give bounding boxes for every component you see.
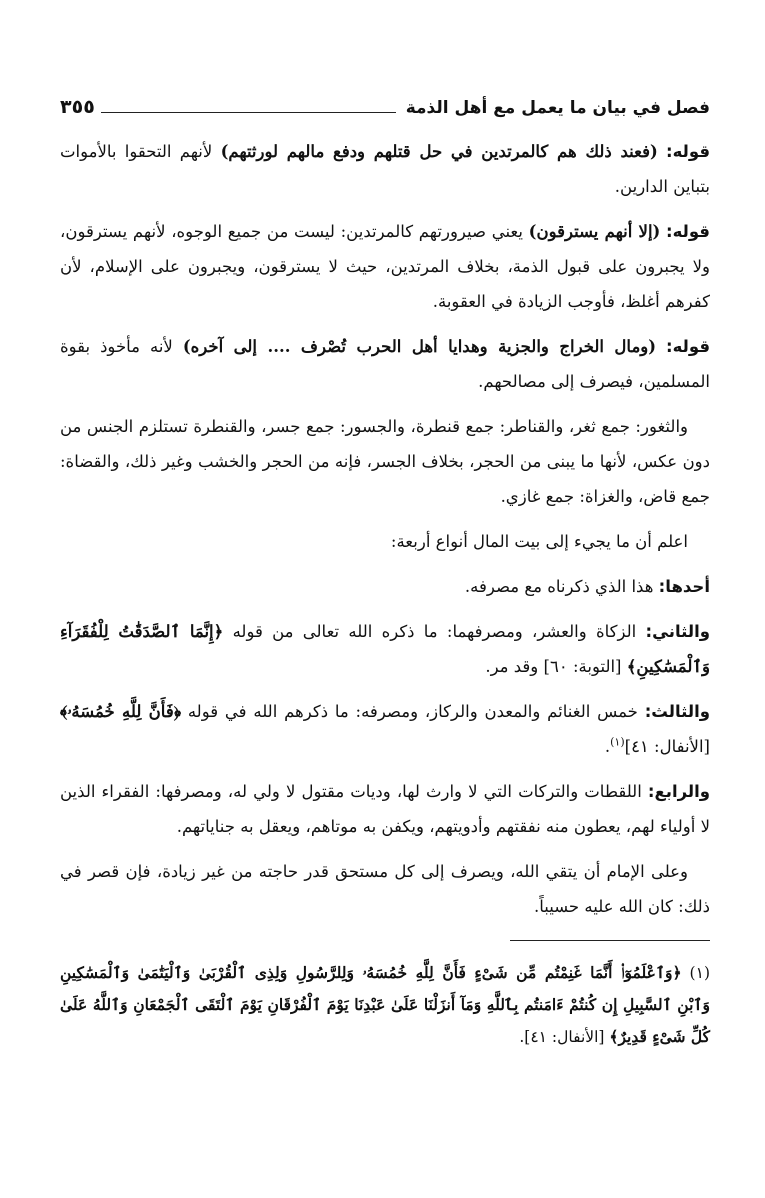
paragraph-4 — [60, 409, 710, 514]
paragraph-lead: والثاني: — [645, 622, 710, 641]
paragraph-text: لأنهم التحقوا بالأموات بتباين الدارين. — [60, 142, 710, 196]
paragraph-text: اعلم أن ما يجيء إلى بيت المال أنواع أربعة: — [390, 532, 688, 551]
paragraph-text: يعني صيرورتهم كالمرتدين: ليست من جميع الوجوه، لأنهم يسترقون، ولا يجبرون على قبول الذمة، بخلاف المرتدين، حيث لا يسترقون، ويجبرون على الإسلام، لأن كفرهم أغلظ، فأوجب الزيادة في العقوبة. — [60, 222, 710, 311]
quran-verse: ﴿فَأَنَّ لِلَّهِ خُمُسَهُۥ﴾ — [60, 702, 182, 721]
footnote-reference: [الأنفال: ٤١]. — [519, 1027, 610, 1046]
header-rule — [101, 112, 396, 113]
verse-reference: [الأنفال: ٤١] — [624, 737, 710, 756]
paragraph-text: وعلى الإمام أن يتقي الله، ويصرف إلى كل مستحق قدر حاجته من غير زيادة، فإن قصر في ذلك: كان الله عليه حسيباً. — [60, 862, 710, 916]
quran-verse: ﴿إِنَّمَا ٱلصَّدَقَٰتُ لِلْفُقَرَآءِ وَٱلْمَسَٰكِينِ﴾ — [60, 622, 710, 676]
paragraph-text: هذا الذي ذكرناه مع مصرفه. — [464, 577, 659, 596]
paragraph-end: . — [604, 737, 611, 756]
book-page — [60, 88, 710, 1158]
paragraph-text: خمس الغنائم والمعدن والركاز، ومصرفه: ما ذكرهم الله في قوله — [181, 702, 645, 721]
paragraph-2 — [60, 214, 710, 319]
paragraph-quote: (فعند ذلك هم كالمرتدين في حل قتلهم ودفع مالهم لورثتهم) — [220, 142, 658, 161]
footnote-verse: ﴿وَٱعْلَمُوٓا۟ أَنَّمَا غَنِمْتُم مِّن شَىْءٍ فَأَنَّ لِلَّهِ خُمُسَهُۥ وَلِلرَّسُولِ وَلِذِى ٱلْقُرْبَىٰ وَٱلْيَتَٰمَىٰ وَٱلْمَسَٰكِينِ وَٱبْنِ ٱلسَّبِيلِ إِن كُنتُمْ ءَامَنتُم بِٱللَّهِ وَمَآ أَنزَلْنَا عَلَىٰ عَبْدِنَا يَوْمَ ٱلْفُرْقَانِ يَوْمَ ٱلْتَقَى ٱلْجَمْعَانِ وَٱللَّهُ عَلَىٰ كُلِّ شَىْءٍ قَدِيرٌ﴾ — [60, 962, 710, 1046]
paragraph-3 — [60, 329, 710, 399]
paragraph-1 — [60, 134, 710, 204]
paragraph-lead: قوله: — [666, 222, 710, 241]
paragraph-7 — [60, 614, 710, 684]
page-header — [60, 88, 710, 118]
paragraph-6 — [60, 569, 710, 604]
running-title: فصل في بيان ما يعمل مع أهل الذمة — [405, 98, 710, 118]
paragraph-lead: قوله: — [666, 142, 710, 161]
paragraph-lead: قوله: — [666, 337, 710, 356]
footnote-number: (١) — [689, 963, 710, 982]
paragraph-text: والثغور: جمع ثغر، والقناطر: جمع قنطرة، والجسور: جمع جسر، والقنطرة تستلزم الجنس من دون عكس، لأنها ما يبنى من الحجر، بخلاف الجسر، فإنه من الحجر والخشب وغير ذلك، والقضاة: جمع قاض، والغزاة: جمع غازي. — [60, 417, 710, 506]
paragraph-quote: (ومال الخراج والجزية وهدايا أهل الحرب تُصْرف .... إلى آخره) — [182, 337, 657, 356]
paragraph-text: الزكاة والعشر، ومصرفهما: ما ذكره الله تعالى من قوله — [223, 622, 646, 641]
paragraph-10 — [60, 854, 710, 924]
paragraph-text: اللقطات والتركات التي لا وارث لها، وديات مقتول لا ولي له، ومصرفها: الفقراء الذين لا أولياء لهم، يعطون منه نفقتهم وأدويتهم، ويكفن به موتاهم، ويعقل به جناياتهم. — [60, 782, 710, 836]
footnote-divider — [510, 940, 710, 941]
footnote — [60, 957, 710, 1053]
verse-reference: [التوبة: ٦٠] وقد مر. — [485, 657, 627, 676]
paragraph-8 — [60, 694, 710, 764]
page-number: ٣٥٥ — [60, 96, 95, 118]
paragraph-text: لأنه مأخوذ بقوة المسلمين، فيصرف إلى مصالحهم. — [60, 337, 710, 391]
paragraph-lead: والرابع: — [647, 782, 710, 801]
paragraph-lead: أحدها: — [658, 577, 710, 596]
paragraph-quote: (إلا أنهم يسترقون) — [528, 222, 661, 241]
footnote-marker[interactable]: (١) — [610, 735, 625, 749]
paragraph-5 — [60, 524, 710, 559]
paragraph-lead: والثالث: — [644, 702, 710, 721]
paragraph-9 — [60, 774, 710, 844]
